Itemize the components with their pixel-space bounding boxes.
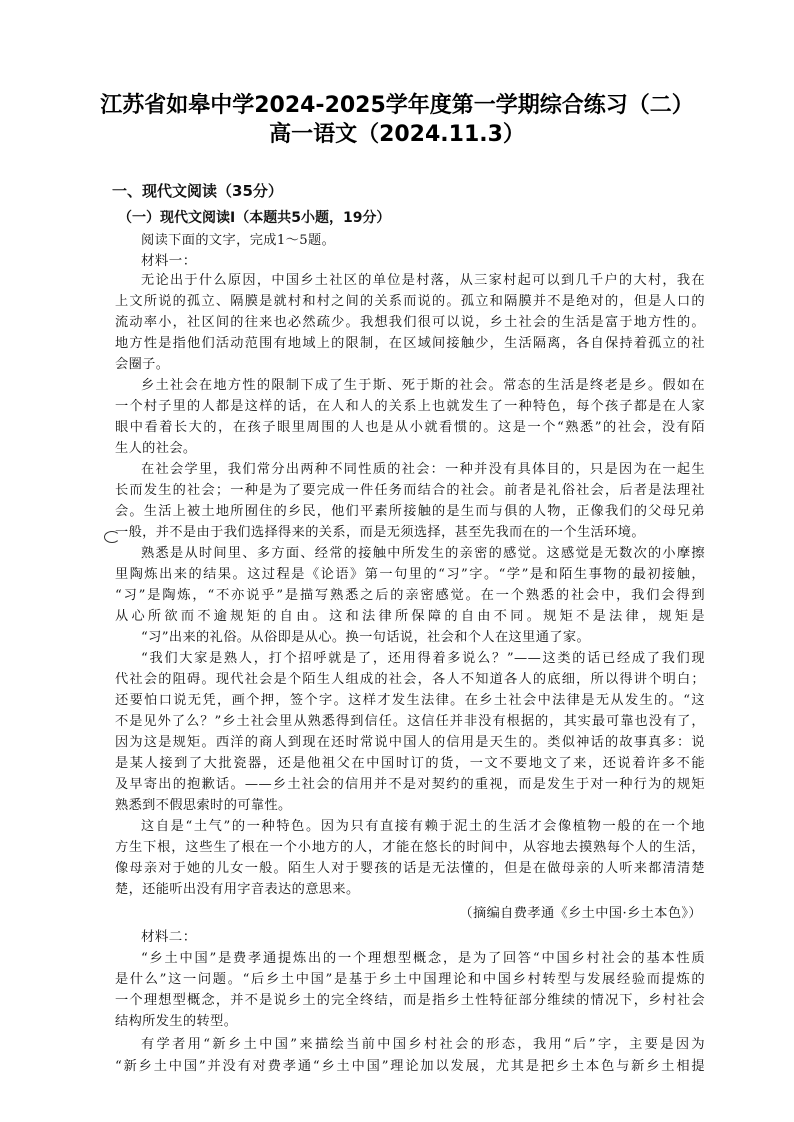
material1-line: 不是见外了么？”乡土社会里从熟悉得到信任。这信任并非没有根据的，其实最可靠也没有了，	[115, 714, 705, 729]
material1-line: 还要怕口说无凭，画个押，签个字。这样才发生法律。在乡土社会中法律是无从发生的。“这	[115, 693, 705, 708]
material2-line: 有学者用“新乡土中国”来描绘当前中国乡村社会的形态，我用“后”字，主要是因为	[141, 1037, 705, 1052]
material1-line: 会圈子。	[115, 357, 170, 372]
material1-label: 材料一：	[141, 253, 197, 269]
material1-line: 乡土社会在地方性的限制下成了生于斯、死于斯的社会。常态的生活是终老是乡。假如在	[141, 378, 705, 393]
material1-line: 长而发生的社会；一种是为了要完成一件任务而结合的社会。前者是礼俗社会，后者是法理社	[115, 483, 705, 498]
material1-line: 楚，还能听出没有用字音表达的意思来。	[115, 882, 360, 897]
material1-line: “习”出来的礼俗。从俗即是从心。换一句话说，社会和个人在这里通了家。	[141, 630, 591, 645]
material1-line: 流动率小，社区间的往来也必然疏少。我想我们很可以说，乡土社会的生活是富于地方性的。	[115, 315, 705, 330]
handwritten-mark-icon	[104, 531, 120, 543]
instruction-text: 阅读下面的文字，完成1～5题。	[141, 233, 336, 248]
material1-line: 一个村子里的人都是这样的话，在人和人的关系上也就发生了一种特色，每个孩子都是在人家	[115, 399, 705, 414]
material2-line: “新乡土中国”并没有对费孝通“乡土中国”理论加以发展，尤其是把乡土本色与新乡土相提	[115, 1059, 705, 1074]
material1-line: 这自是“土气”的一种特色。因为只有直接有赖于泥土的生活才会像植物一般的在一个地	[141, 819, 705, 834]
material2-line: 是什么”这一问题。“后乡土中国”是基于乡土中国理论和中国乡村转型与发展经验而提炼的	[115, 972, 705, 987]
material1-line: “我们大家是熟人，打个招呼就是了，还用得着多说么？”——这类的话已经成了我们现	[141, 651, 705, 666]
section-heading: 一、现代文阅读（35分）	[112, 182, 283, 200]
material1-line: 生人的社会。	[115, 441, 197, 456]
material1-line: 会。生活上被土地所囿住的乡民，他们平素所接触的是生而与俱的人物，正像我们的父母兄弟	[115, 504, 705, 519]
material2-line: 结构所发生的转型。	[115, 1014, 238, 1029]
material1-line: 像母亲对于她的儿女一般。陌生人对于婴孩的话是无法懂的，但是在做母亲的人听来都清清楚	[115, 861, 705, 876]
material1-line: 在社会学里，我们常分出两种不同性质的社会：一种并没有具体目的，只是因为在一起生	[141, 462, 705, 477]
material2-label: 材料二：	[141, 929, 197, 945]
material1-line: 方生下根，这些生了根在一个小地方的人，才能在悠长的时间中，从容地去摸熟每个人的生活，	[115, 840, 705, 855]
exam-title: 江苏省如皋中学2024-2025学年度第一学期综合练习（二）	[100, 93, 694, 118]
material1-line: 里陶炼出来的结果。这过程是《论语》第一句里的“习”字。“学”是和陌生事物的最初接触，	[115, 567, 705, 582]
material1-line: 代社会的阻碍。现代社会是个陌生人组成的社会，各人不知道各人的底细，所以得讲个明白；	[115, 672, 705, 687]
material1-line: 上文所说的孤立、隔膜是就村和村之间的关系而说的。孤立和隔膜并不是绝对的，但是人口的	[115, 294, 705, 309]
material1-line: 及早寄出的抱歉话。——乡土社会的信用并不是对契约的重视，而是发生于对一种行为的规矩	[115, 777, 705, 792]
material1-line: 从心所欲而不逾规矩的自由。这和法律所保障的自由不同。规矩不是法律，规矩是	[115, 609, 705, 624]
material1-line: 地方性是指他们活动范围有地域上的限制，在区域间接触少，生活隔离，各自保持着孤立的社	[115, 336, 705, 351]
material1-line: 无论出于什么原因，中国乡土社区的单位是村落，从三家村起可以到几千户的大村，我在	[141, 273, 705, 288]
material1-line: 熟悉是从时间里、多方面、经常的接触中所发生的亲密的感觉。这感觉是无数次的小摩擦	[141, 546, 705, 561]
material1-line: 熟悉到不假思索时的可靠性。	[115, 798, 292, 813]
material1-line: 是某人接到了大批瓷器，还是他祖父在中国时订的货，一文不要地文了来，还说着许多不能	[115, 756, 705, 771]
subsection-heading: （一）现代文阅读Ⅰ（本题共5小题，19分）	[118, 210, 391, 226]
material2-line: 一个理想型概念，并不是说乡土的完全终结，而是指乡土性特征部分维续的情况下，乡村社会	[115, 993, 705, 1008]
material1-source: （摘编自费孝通《乡土中国·乡土本色》）	[459, 906, 702, 921]
material1-line: 眼中看着长大的，在孩子眼里周围的人也是从小就看惯的。这是一个“熟悉”的社会，没有陌	[115, 420, 705, 435]
material1-line: 一般，并不是由于我们选择得来的关系，而是无须选择，甚至先我而在的一个生活环境。	[115, 525, 645, 540]
material1-line: 因为这是规矩。西洋的商人到现在还时常说中国人的信用是天生的。类似神话的故事真多：说	[115, 735, 705, 750]
exam-subtitle: 高一语文（2024.11.3）	[269, 122, 525, 147]
material1-line: “习”是陶炼，“不亦说乎”是描写熟悉之后的亲密感觉。在一个熟悉的社会中，我们会得到	[115, 588, 705, 603]
material2-line: “乡土中国”是费孝通提炼出的一个理想型概念，是为了回答“中国乡村社会的基本性质	[141, 951, 705, 966]
